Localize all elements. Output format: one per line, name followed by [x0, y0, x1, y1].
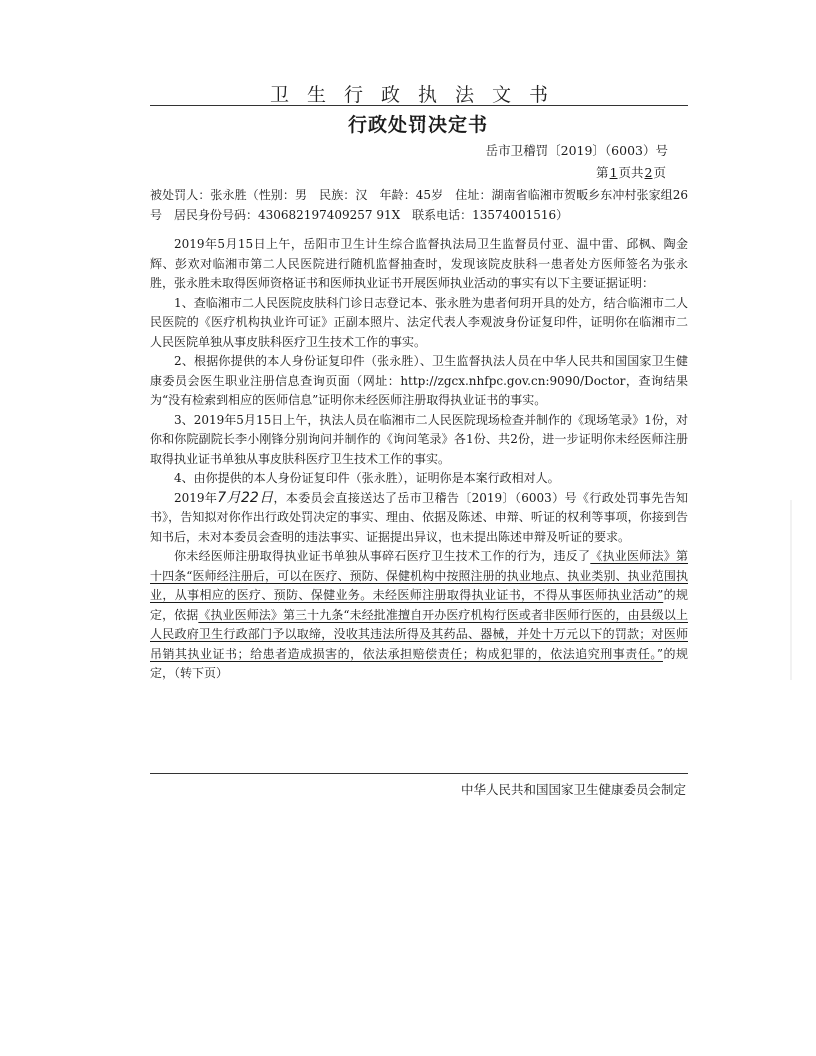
- document-body: [150, 186, 688, 684]
- handwritten-date: 7月22日: [217, 489, 274, 506]
- notice-year: 2019年: [174, 490, 218, 505]
- ruling-text-c: 的规定，（转下页）: [150, 646, 688, 680]
- ruling-text-b: 的规定，依据: [150, 588, 688, 622]
- document-number: 岳市卫稽罚〔2019〕（6003）号: [485, 143, 668, 158]
- page-suffix: 页: [653, 165, 666, 180]
- page-total: 2: [644, 165, 653, 180]
- paragraph-ruling: [150, 547, 688, 684]
- page-middle: 页共: [618, 165, 644, 180]
- footer-issuer: 中华人民共和国国家卫生健康委员会制定: [460, 782, 686, 797]
- footer-rule: [150, 773, 688, 774]
- notice-text: ，本委员会直接送达了岳市卫稽告〔2019〕（6003）号《行政处罚事先告知书》，告知拟对你作出行政处罚决定的事实、理由、依据及陈述、申辩、听证的权利等事项，你接到告知书后，未对本委员会查明的违法事实、证据提出异议，也未提出陈述申辩及听证的要求。: [150, 490, 688, 544]
- header-rule: [150, 105, 688, 106]
- doc-header-title: 卫生行政执法文书: [269, 84, 566, 106]
- law-citation-1: 《执业医师法》第十四条“医师经注册后，可以在医疗、预防、保健机构中按照注册的执业地点、执业类别、执业范围执业，从事相应的医疗、预防、保健业务。未经医师注册取得执业证书，不得从事医师执业活动”: [150, 549, 688, 602]
- page-prefix: 第: [596, 165, 609, 180]
- law-citation-2: 《执业医师法》第三十九条“未经批准擅自开办医疗机构行医或者非医师行医的，由县级以上人民政府卫生行政部门予以取缔，没收其违法所得及其药品、器械，并处十万元以下的罚款；对医师吊销其执业证书；给患者造成损害的，依法承担赔偿责任；构成犯罪的，依法追究刑事责任。”: [150, 607, 688, 661]
- evidence-2: 2、根据你提供的本人身份证复印件（张永胜）、卫生监督执法人员在中华人民共和国国家卫生健康委员会医生职业注册信息查询页面（网址：http://zgcx.nhfpc.gov.cn:9090/Doctor，查询结果为“没有检索到相应的医师信息”证明你未经医师注册取得执业证书的事实。: [150, 354, 688, 407]
- evidence-1: 1、查临湘市二人民医院皮肤科门诊日志登记本、张永胜为患者何玥开具的处方，结合临湘市二人民医院的《医疗机构执业许可证》正副本照片、法定代表人李观波身份证复印件，证明你在临湘市二人民医院单独从事皮肤科医疗卫生技术工作的事实。: [150, 295, 688, 349]
- page-current: 1: [609, 165, 618, 180]
- ruling-text-a: 你未经医师注册取得执业证书单独从事碎石医疗卫生技术工作的行为，违反了: [174, 549, 591, 563]
- evidence-4: 4、由你提供的本人身份证复印件（张永胜），证明你是本案行政相对人。: [174, 471, 560, 485]
- paragraph-notice: [150, 489, 688, 548]
- evidence-3: 3、2019年5月15日上午，执法人员在临湘市二人民医院现场检查并制作的《现场笔录》1份，对你和你院副院长李小刚锋分别询问并制作的《询问笔录》各1份、共2份，进一步证明你未经医师注册取得执业证书单独从事皮肤科医疗卫生技术工作的事实。: [150, 412, 688, 466]
- party-info: 被处罚人：张永胜（性别：男 民族：汉 年龄：45岁 住址：湖南省临湘市贺畈乡东冲村张家组26号 居民身份号码：430682197409257 91X 联系电话：13574001516）: [150, 188, 688, 222]
- paragraph-facts: 2019年5月15日上午，岳阳市卫生计生综合监督执法局卫生监督员付亚、温中雷、邱枫、陶金辉、彭欢对临湘市第二人民医院进行随机监督抽查时，发现该院皮肤科一患者处方医师签名为张永胜，张永胜未取得医师资格证书和医师执业证书开展医师执业活动的事实有以下主要证据证明：: [150, 237, 688, 290]
- page-indicator: [596, 163, 666, 181]
- scan-edge-mark: [790, 500, 792, 680]
- page-title: 行政处罚决定书: [347, 114, 488, 136]
